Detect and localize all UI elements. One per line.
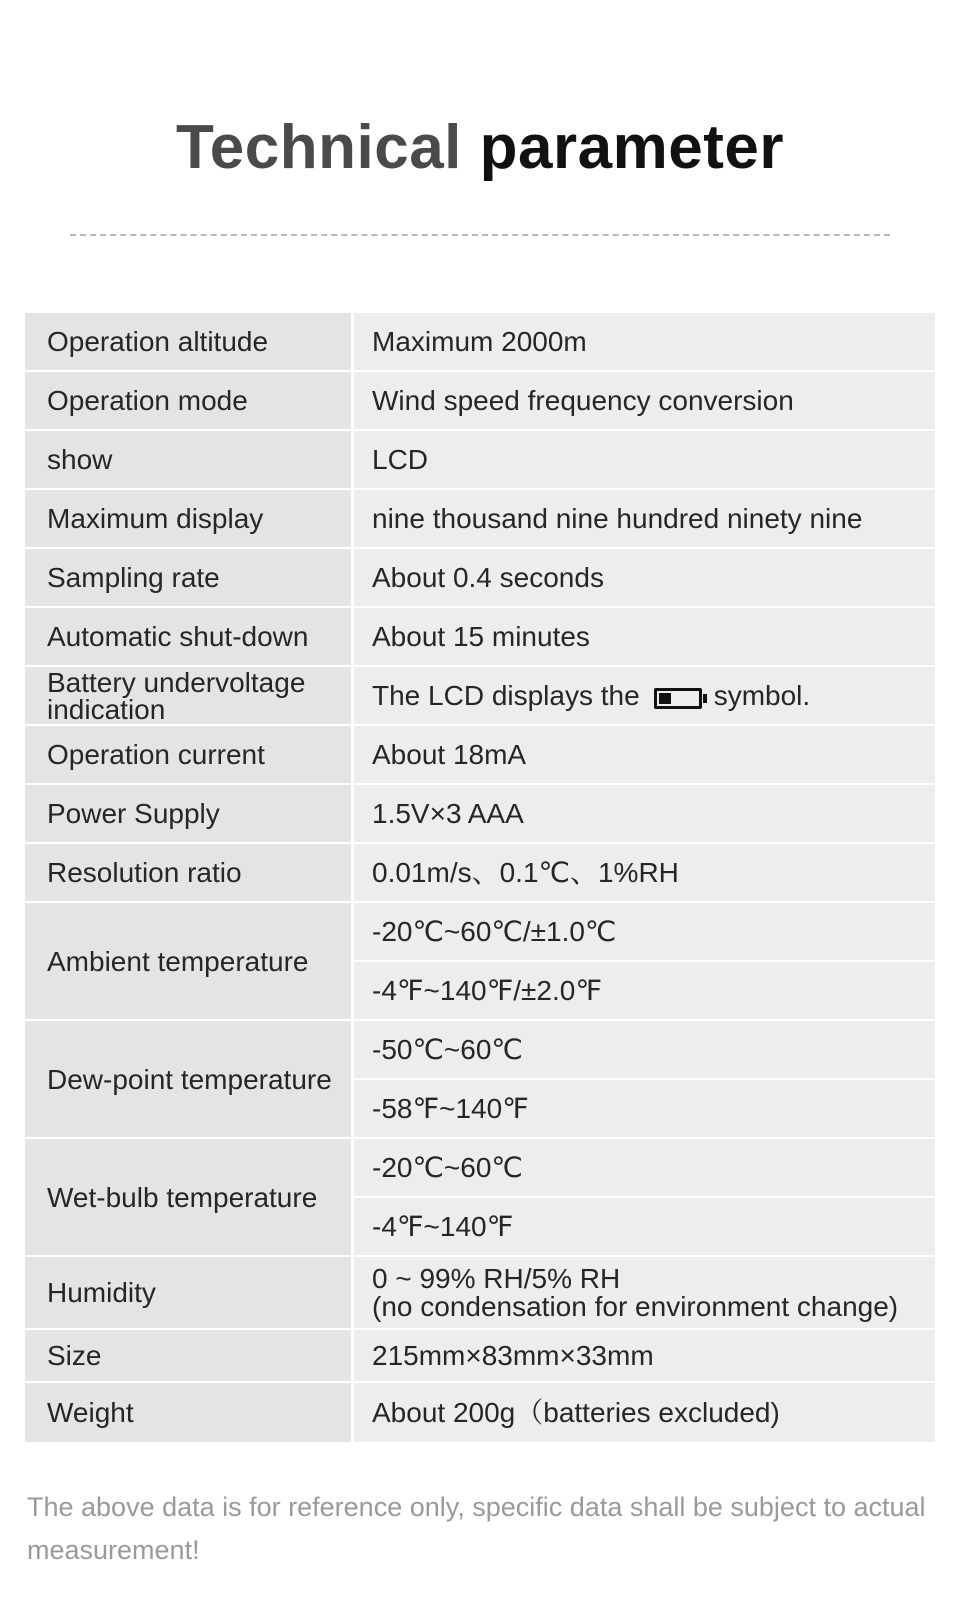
row-value: -20℃~60℃	[354, 1139, 935, 1198]
row-label: Operation altitude	[25, 313, 354, 372]
row-label: show	[25, 431, 354, 490]
row-value: LCD	[354, 431, 935, 490]
table-row	[25, 726, 935, 785]
table-row	[25, 1257, 935, 1330]
table-row	[25, 844, 935, 903]
table-row	[25, 490, 935, 549]
row-label: Maximum display	[25, 490, 354, 549]
row-value: 1.5V×3 AAA	[354, 785, 935, 844]
row-label: Power Supply	[25, 785, 354, 844]
row-value: About 0.4 seconds	[354, 549, 935, 608]
row-value: About 18mA	[354, 726, 935, 785]
row-value: -50℃~60℃	[354, 1021, 935, 1080]
battery-text-before: The LCD displays the	[372, 680, 640, 711]
dashed-divider	[70, 234, 890, 236]
row-value: About 200g（batteries excluded)	[354, 1383, 935, 1444]
row-label: Dew-point temperature	[25, 1021, 354, 1139]
table-row	[25, 1330, 935, 1383]
row-value: -4℉~140℉	[354, 1198, 935, 1257]
table-row	[25, 1139, 935, 1198]
humidity-line-2: (no condensation for environment change)	[372, 1290, 899, 1322]
table-row	[25, 667, 935, 726]
table-row	[25, 372, 935, 431]
row-label: Weight	[25, 1383, 354, 1444]
table-row	[25, 549, 935, 608]
footnote: The above data is for reference only, specific data shall be subject to actual measurement!	[27, 1492, 926, 1565]
title-part-2: parameter	[479, 113, 784, 182]
spec-table	[25, 313, 935, 1444]
row-label: Battery undervoltage indication	[25, 667, 354, 726]
table-row	[25, 431, 935, 490]
row-value: -4℉~140℉/±2.0℉	[354, 962, 935, 1021]
row-value: -20℃~60℃/±1.0℃	[354, 903, 935, 962]
row-value: -58℉~140℉	[354, 1080, 935, 1139]
row-label: Operation current	[25, 726, 354, 785]
row-value: 215mm×83mm×33mm	[354, 1330, 935, 1383]
row-label: Wet-bulb temperature	[25, 1139, 354, 1257]
row-label: Ambient temperature	[25, 903, 354, 1021]
row-label: Operation mode	[25, 372, 354, 431]
row-value: 0.01m/s、0.1℃、1%RH	[354, 844, 935, 903]
title-part-1: Technical	[176, 113, 462, 182]
humidity-line-1: 0 ~ 99% RH/5% RH	[372, 1262, 621, 1294]
row-label: Humidity	[25, 1257, 354, 1330]
battery-text-after: symbol.	[713, 680, 811, 711]
row-value	[354, 1257, 935, 1330]
table-row	[25, 1021, 935, 1080]
row-value: Maximum 2000m	[354, 313, 935, 372]
row-label: Size	[25, 1330, 354, 1383]
row-value: About 15 minutes	[354, 608, 935, 667]
row-value	[354, 667, 935, 726]
table-row	[25, 785, 935, 844]
table-row	[25, 313, 935, 372]
row-value: Wind speed frequency conversion	[354, 372, 935, 431]
battery-low-icon	[654, 688, 702, 709]
row-label: Automatic shut-down	[25, 608, 354, 667]
table-row	[25, 903, 935, 962]
row-label: Sampling rate	[25, 549, 354, 608]
table-row	[25, 1383, 935, 1444]
row-label: Resolution ratio	[25, 844, 354, 903]
page-title	[0, 112, 960, 183]
row-value: nine thousand nine hundred ninety nine	[354, 490, 935, 549]
table-row	[25, 608, 935, 667]
